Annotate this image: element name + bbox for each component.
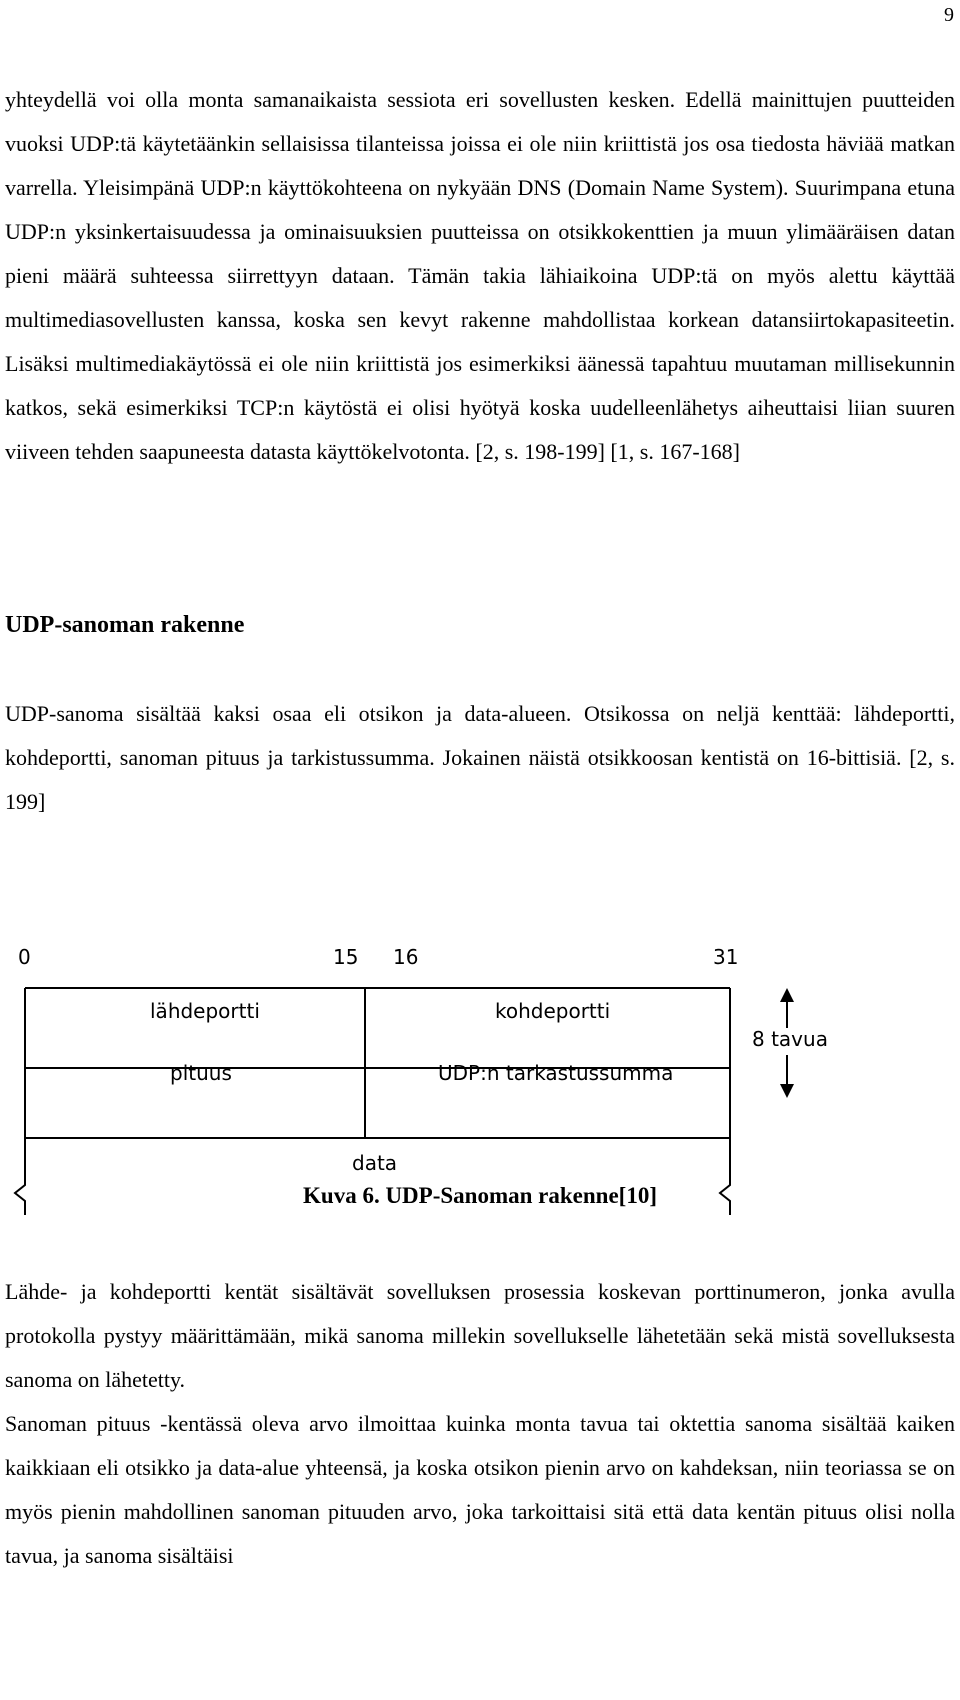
bit-label-31: 31 [713,945,739,969]
section-heading: UDP-sanoman rakenne [5,612,245,638]
bit-label-16: 16 [393,945,419,969]
page-number: 9 [944,4,954,26]
bit-label-15: 15 [333,945,359,969]
paragraph-udp-usage: yhteydellä voi olla monta samanaikaista sessiota eri sovellusten kesken. Edellä mainittujen puutteiden vuoksi UDP:tä käytetäänkin sellaisissa tilanteissa joissa ei ole niin kriittistä jos osa tiedosta häviää matkan varrella. Yleisimpänä UDP:n käyttökohteena on nykyään DNS (Domain Name System). Suurimpana etuna UDP:n yksinkertaisuudessa ja ominaisuuksien puutteissa on otsikkokenttien ja muun ylimääräisen datan pieni määrä suhteessa siirrettyyn dataan. Tämän takia lähiaikoina UDP:tä on myös alettu käyttää multimediasovellusten kanssa, koska sen kevyt rakenne mahdollistaa korkean datansiirtokapasiteetin. Lisäksi multimediakäytössä ei ole niin kriittistä jos esimerkiksi äänessä tapahtuu muutaman millisekunnin katkos, sekä esimerkiksi TCP:n käytöstä ei olisi hyötyä koska uudelleenlähetys aiheuttaisi liian suuren viiveen tehden saapuneesta datasta käyttökelvotonta. [2, s. 198-199] [1, s. 167-168] [5,87,955,464]
field-data: data [352,1151,398,1175]
field-source-port: lähdeportti [150,999,260,1023]
field-dest-port: kohdeportti [495,999,611,1023]
udp-header-diagram [0,940,960,1280]
field-length: pituus [170,1061,232,1085]
bit-label-0: 0 [18,945,31,969]
paragraph-length-field: Sanoman pituus -kentässä oleva arvo ilmoittaa kuinka monta tavua tai oktettia sanoma sisältää kaiken kaikkiaan eli otsikko ja data-alue yhteensä, ja koska otsikon pienin arvo on kahdeksan, niin teoriassa se on myös pienin mahdollinen sanoman pituuden arvo, joka tarkoittaisi sitä että data kentän pituus olisi nolla tavua, ja sanoma sisältäisi [5,1411,955,1568]
figure-caption: Kuva 6. UDP-Sanoman rakenne[10] [303,1183,657,1208]
header-size-label: 8 tavua [752,1027,828,1051]
paragraph-udp-structure: UDP-sanoma sisältää kaksi osaa eli otsikon ja data-alueen. Otsikossa on neljä kenttää: lähdeportti, kohdeportti, sanoman pituus ja tarkistussumma. Jokainen näistä otsikkoosan kentistä on 16-bittisiä. [2, s. 199] [5,701,955,814]
paragraph-port-fields: Lähde- ja kohdeportti kentät sisältävät sovelluksen prosessia koskevan porttinumeron, jonka avulla protokolla pystyy määrittämään, mikä sanoma millekin sovellukselle lähetetään sekä mistä sovelluksesta sanoma on lähetetty. [5,1279,955,1392]
field-checksum: UDP:n tarkastussumma [438,1061,674,1085]
